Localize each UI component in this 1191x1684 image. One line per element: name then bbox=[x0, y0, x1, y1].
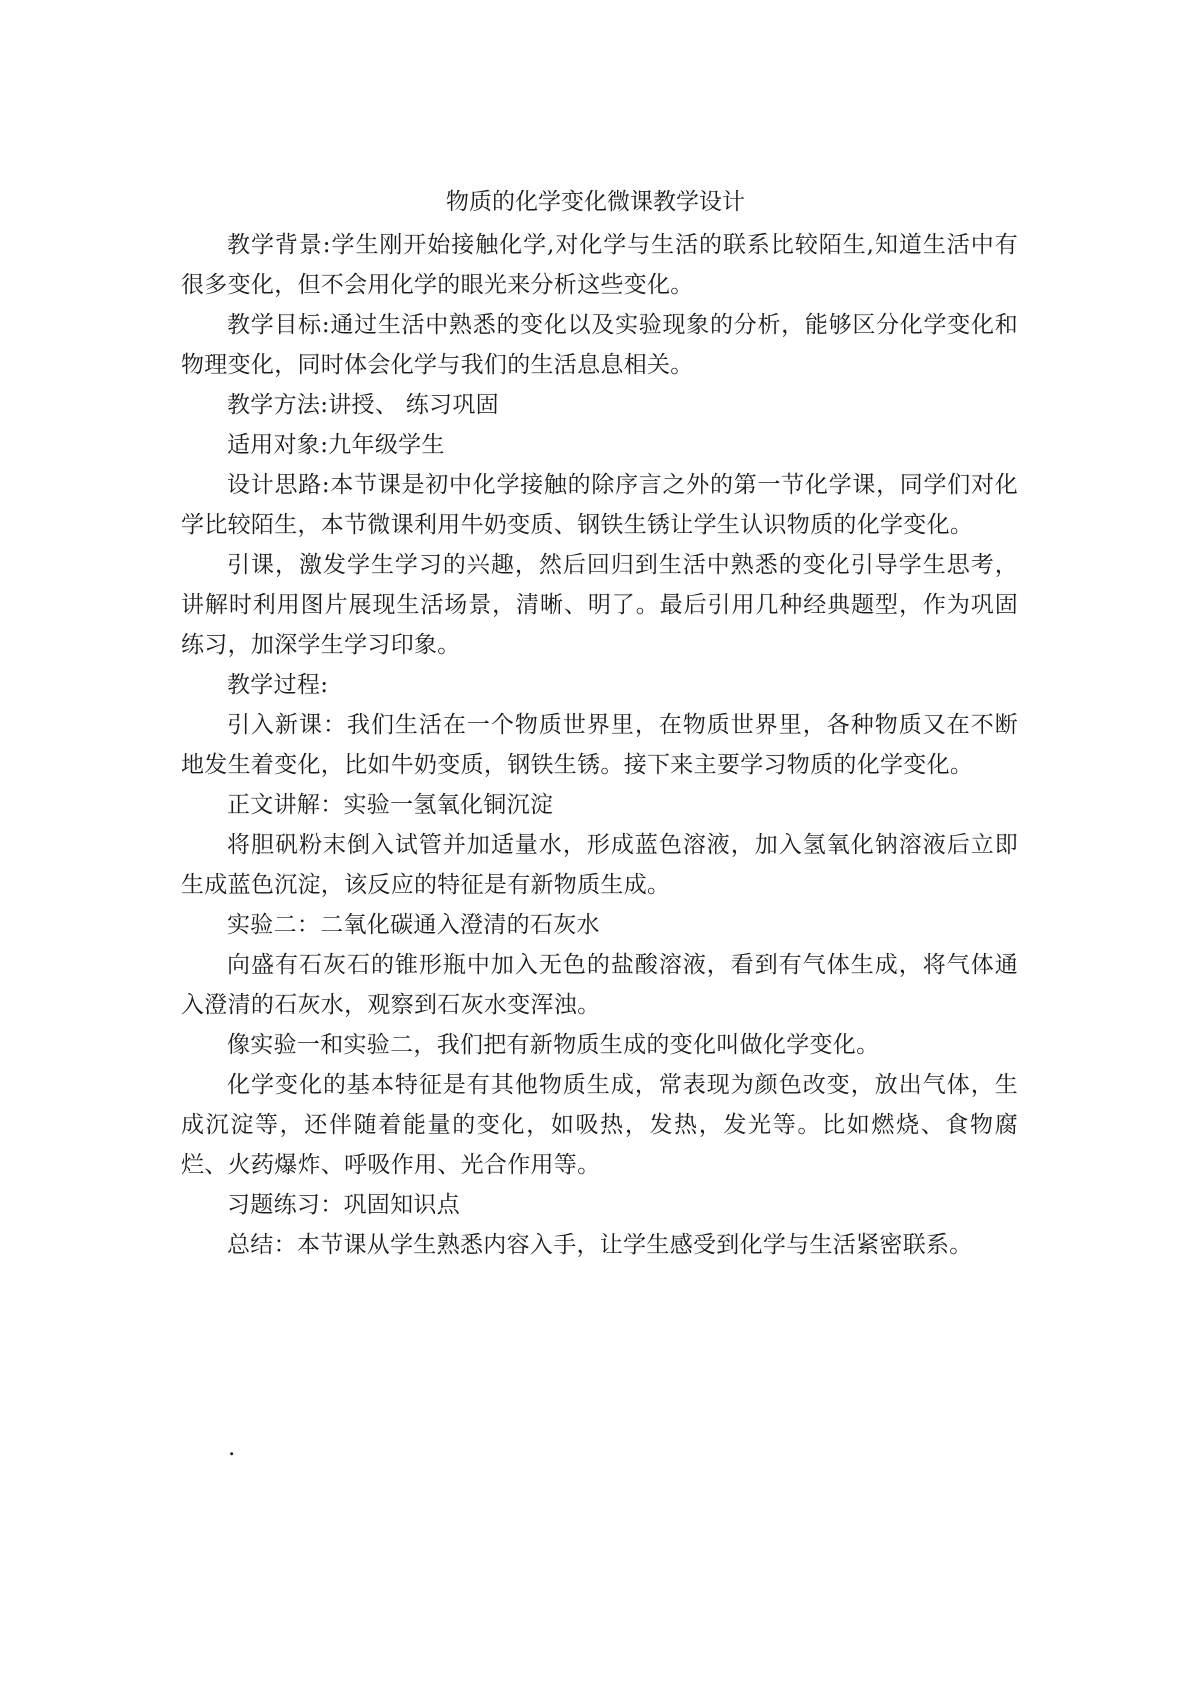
paragraph-teaching-method: 教学方法:讲授、 练习巩固 bbox=[227, 392, 499, 418]
paragraph-experiment-one-heading: 正文讲解：实验一氢氧化铜沉淀 bbox=[227, 792, 554, 818]
document-title: 物质的化学变化微课教学设计 bbox=[446, 189, 745, 215]
paragraph-new-lesson: 引入新课：我们生活在一个物质世界里，在物质世界里，各种物质又在不断地发生着变化，比如牛奶变质，钢铁生锈。接下来主要学习物质的化学变化。 bbox=[181, 712, 1018, 778]
paragraph-design-idea: 设计思路:本节课是初中化学接触的除序言之外的第一节化学课，同学们对化学比较陌生，本节微课利用牛奶变质、钢铁生锈让学生认识物质的化学变化。 bbox=[181, 472, 1018, 538]
paragraph-experiment-one: 将胆矾粉末倒入试管并加适量水，形成蓝色溶液，加入氢氧化钠溶液后立即生成蓝色沉淀，该反应的特征是有新物质生成。 bbox=[181, 832, 1018, 898]
paragraph-experiment-two: 向盛有石灰石的锥形瓶中加入无色的盐酸溶液，看到有气体生成，将气体通入澄清的石灰水，观察到石灰水变浑浊。 bbox=[181, 952, 1018, 1018]
trailing-mark: . bbox=[228, 1435, 236, 1461]
document-body bbox=[181, 225, 1018, 1265]
paragraph-exercise: 习题练习：巩固知识点 bbox=[227, 1192, 460, 1218]
paragraph-target-audience: 适用对象:九年级学生 bbox=[227, 432, 445, 458]
paragraph-teaching-background: 教学背景:学生刚开始接触化学,对化学与生活的联系比较陌生,知道生活中有很多变化，但不会用化学的眼光来分析这些变化。 bbox=[181, 232, 1018, 298]
paragraph-characteristics: 化学变化的基本特征是有其他物质生成，常表现为颜色改变，放出气体，生成沉淀等，还伴随着能量的变化，如吸热，发热，发光等。比如燃烧、食物腐烂、火药爆炸、呼吸作用、光合作用等。 bbox=[181, 1072, 1018, 1178]
paragraph-lesson-intro: 引课，激发学生学习的兴趣，然后回归到生活中熟悉的变化引导学生思考，讲解时利用图片展现生活场景，清晰、明了。最后引用几种经典题型，作为巩固练习，加深学生学习印象。 bbox=[181, 552, 1018, 658]
paragraph-experiment-two-heading: 实验二：二氧化碳通入澄清的石灰水 bbox=[227, 912, 600, 938]
paragraph-teaching-process-heading: 教学过程: bbox=[227, 672, 329, 698]
paragraph-summary: 总结：本节课从学生熟悉内容入手，让学生感受到化学与生活紧密联系。 bbox=[227, 1232, 973, 1258]
paragraph-definition: 像实验一和实验二，我们把有新物质生成的变化叫做化学变化。 bbox=[227, 1032, 880, 1058]
paragraph-teaching-goals: 教学目标:通过生活中熟悉的变化以及实验现象的分析，能够区分化学变化和物理变化，同时体会化学与我们的生活息息相关。 bbox=[181, 312, 1018, 378]
